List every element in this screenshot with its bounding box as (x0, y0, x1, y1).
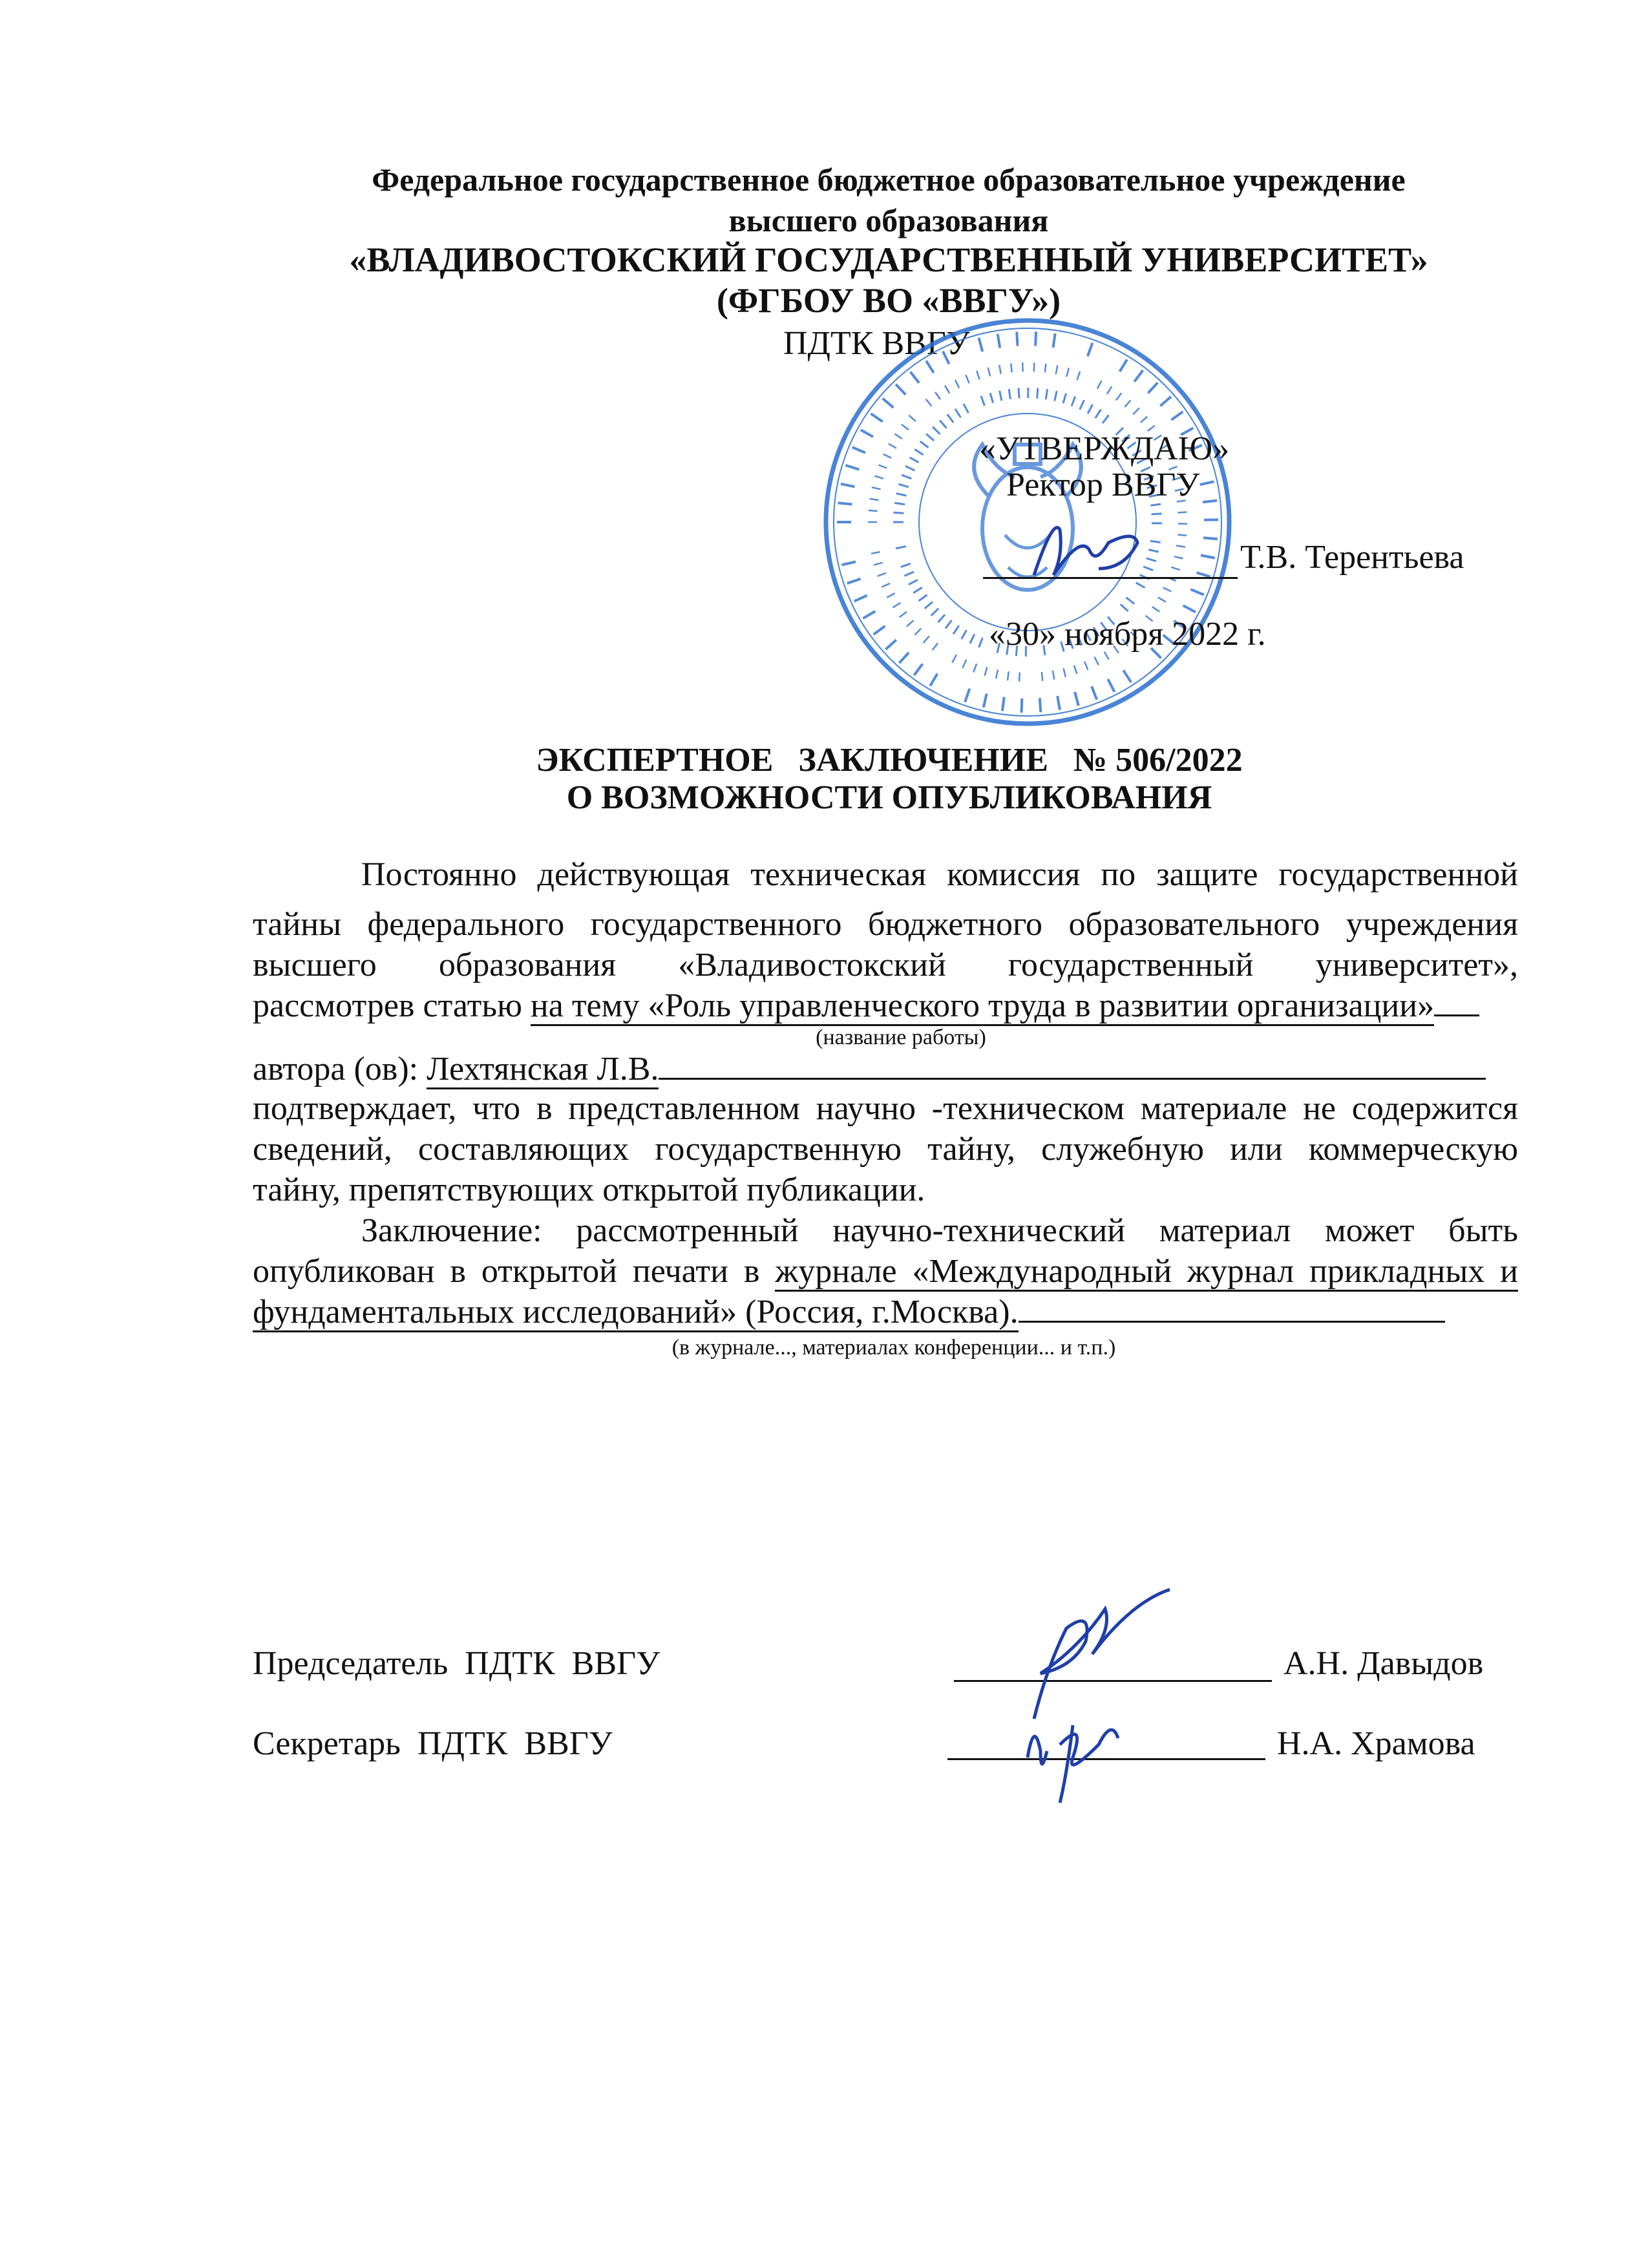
article-topic: на тему «Роль управленческого труда в развитии организации» (531, 987, 1434, 1026)
document-subtitle: О ВОЗМОЖНОСТИ ОПУБЛИКОВАНИЯ (566, 779, 1212, 816)
author-line (253, 1052, 1518, 1087)
document-title: ЭКСПЕРТНОЕ ЗАКЛЮЧЕНИЕ № 506/2022 (536, 742, 1243, 779)
institution-line-1: Федеральное государственное бюджетное образовательное учреждение (372, 162, 1406, 198)
paragraph-2-line-3: тайну, препятствующих открытой публикации. (253, 1171, 925, 1208)
paragraph-2-line-1: подтверждает, что в представленном научно -техническом материале не содержится (253, 1090, 1518, 1127)
author-label: автора (ов): (253, 1051, 427, 1087)
publication-venue-2: фундаментальных исследований» (Россия, г.Москва). (253, 1294, 1019, 1332)
review-prefix: рассмотрев статью (253, 987, 531, 1024)
chairman-name: А.Н. Давыдов (1284, 1645, 1484, 1682)
rector-signature (1021, 510, 1150, 588)
university-name: «ВЛАДИВОСТОКСКИЙ ГОСУДАРСТВЕННЫЙ УНИВЕРСИТЕТ» (349, 240, 1428, 279)
topic-caption: (название работы) (816, 1025, 986, 1049)
rector-position: Ректор ВВГУ (1006, 467, 1200, 503)
paragraph-3-line-2 (253, 1254, 1518, 1290)
secretary-role: Секретарь ПДТК ВВГУ (253, 1725, 613, 1762)
department-label: ПДТК ВВГУ (783, 325, 970, 362)
publication-prefix: опубликован в открытой печати в (253, 1253, 776, 1290)
venue-fill-line (1019, 1295, 1445, 1323)
approve-label: «УТВЕРЖДАЮ» (979, 430, 1230, 467)
author-value: Лехтянская Л.В. (427, 1051, 659, 1089)
secretary-name: Н.А. Храмова (1277, 1725, 1475, 1762)
university-abbr: (ФГБОУ ВО «ВВГУ») (716, 281, 1061, 320)
publication-venue-1: журнале «Международный журнал прикладных и (775, 1253, 1518, 1292)
institution-line-2: высшего образования (728, 202, 1049, 238)
rector-name: Т.В. Терентьева (1240, 539, 1464, 576)
venue-caption: (в журнале..., материалах конференции... и т.п.) (671, 1336, 1116, 1360)
chairman-role: Председатель ПДТК ВВГУ (253, 1645, 660, 1682)
paragraph-2-line-2: сведений, составляющих государственную тайну, служебную или коммерческую (253, 1131, 1518, 1168)
approval-date: «30» ноября 2022 г. (989, 616, 1266, 653)
paragraph-1-line-2: тайны федерального государственного бюджетного образовательного учреждения (253, 906, 1518, 943)
paragraph-1-line-3: высшего образования «Владивостокский государственный университет», (253, 947, 1518, 983)
topic-fill-line (1434, 989, 1479, 1016)
author-fill-line (659, 1052, 1486, 1080)
paragraph-1-line-4 (253, 989, 1518, 1024)
paragraph-1-line-1: Постоянно действующая техническая комиссия по защите государственной (361, 856, 1518, 893)
paragraph-3-line-3 (253, 1295, 1518, 1330)
secretary-signature (1008, 1686, 1150, 1803)
paragraph-3-line-1: Заключение: рассмотренный научно-технический материал может быть (361, 1212, 1518, 1249)
